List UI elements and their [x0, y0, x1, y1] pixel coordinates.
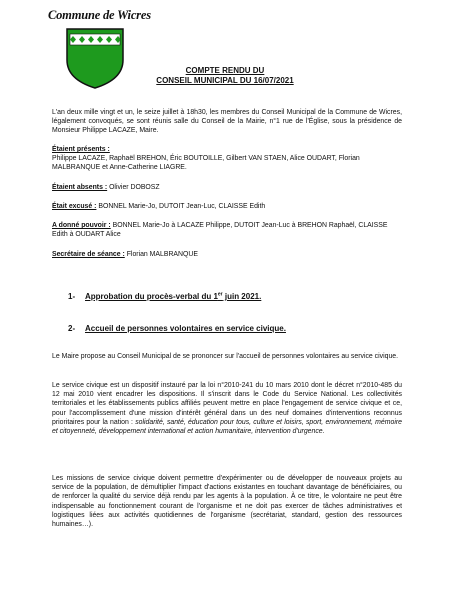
report-title [0, 66, 450, 86]
present-names: Philippe LACAZE, Raphaël BREHON, Éric BOUTOILLE, Gilbert VAN STAEN, Alice OUDART, Florian MALBRANQUE et Anne-Catherine LIAGRE. [52, 155, 360, 172]
section-title: Accueil de personnes volontaires en service civique. [85, 324, 286, 333]
section-title-sup: er [217, 291, 223, 298]
section-1-heading [68, 292, 261, 301]
excused-names: BONNEL Marie-Jo, DUTOIT Jean-Luc, CLAISSE Edith [98, 203, 266, 210]
proxy-block [52, 221, 402, 239]
proxy-names: BONNEL Marie-Jo à LACAZE Philippe, DUTOIT Jean-Luc à BREHON Raphaël, CLAISSE Edith à OUDART Alice [52, 222, 388, 239]
report-title-line2: CONSEIL MUNICIPAL DU 16/07/2021 [156, 76, 294, 85]
body-paragraph-2-text: Le service civique est un dispositif instauré par la loi n°2010-241 du 10 mars 2010 dont le décret n°2010-485 du 12 mai 2010 vient encadrer les dispositions. Il s'inscrit dans le Code du Service National. Les collectivités territoriales et les établissements publics affiliés peuvent mettre en place l'engagement de service civique et ce, pour l'accomplissement d'une mission d'intérêt général dans un des neuf domaines d'interventions reconnus prioritaires pour la nation : [52, 382, 402, 426]
excused-label: Était excusé : [52, 203, 97, 210]
body-paragraph-1: Le Maire propose au Conseil Municipal de se prononcer sur l'accueil de personnes volontaires au service civique. [52, 353, 399, 360]
commune-name: Commune de Wicres [48, 8, 151, 22]
secretary-name: Florian MALBRANQUE [126, 251, 198, 258]
absent-block [52, 183, 402, 192]
body-paragraph-3: Les missions de service civique doivent permettre d'expérimenter ou de développer de nouveaux projets au service de la population, de démultiplier l'impact d'actions existantes en touchant davantage de bénéficiaires, ou de renforcer la qualité du service déjà rendu par les agents à la population. À ce titre, le volontaire ne peut être indispensable au fonctionnement courant de l'organisme et ne doit pas exercer de tâches administratives et logistiques liées aux activités quotidiennes de l'organisme (secrétariat, standard, gestion des ressources humaines…). [52, 475, 402, 529]
section-number: 2- [68, 324, 76, 333]
excused-block [52, 202, 402, 211]
section-title-post: juin 2021. [222, 292, 262, 301]
present-block [52, 145, 402, 173]
present-label: Étaient présents : [52, 146, 110, 153]
section-2-heading [68, 324, 286, 333]
body-paragraph-2 [52, 381, 402, 436]
section-number: 1- [68, 292, 76, 301]
report-title-line1: COMPTE RENDU DU [185, 66, 265, 75]
intro-paragraph: L'an deux mille vingt et un, le seize juillet à 18h30, les membres du Conseil Municipal de la Commune de Wicres, légalement convoqués, se sont réunis salle du Conseil de la Mairie, n°1 rue de l'Église, sous la présidence de Monsieur Philippe LACAZE, Maire. [52, 109, 402, 135]
body-paragraph-2-domains: solidarité, santé, éducation pour tous, culture et loisirs, sport, environnement, mémoire et citoyenneté, développement international et action humanitaire, intervention d'urgence. [52, 418, 402, 436]
absent-names: Olivier DOBOSZ [109, 184, 160, 191]
secretary-label: Secrétaire de séance : [52, 251, 125, 258]
section-title-pre: Approbation du procès-verbal du 1 [85, 292, 218, 301]
absent-label: Étaient absents : [52, 184, 108, 191]
secretary-block [52, 250, 402, 259]
proxy-label: A donné pouvoir : [52, 222, 111, 229]
